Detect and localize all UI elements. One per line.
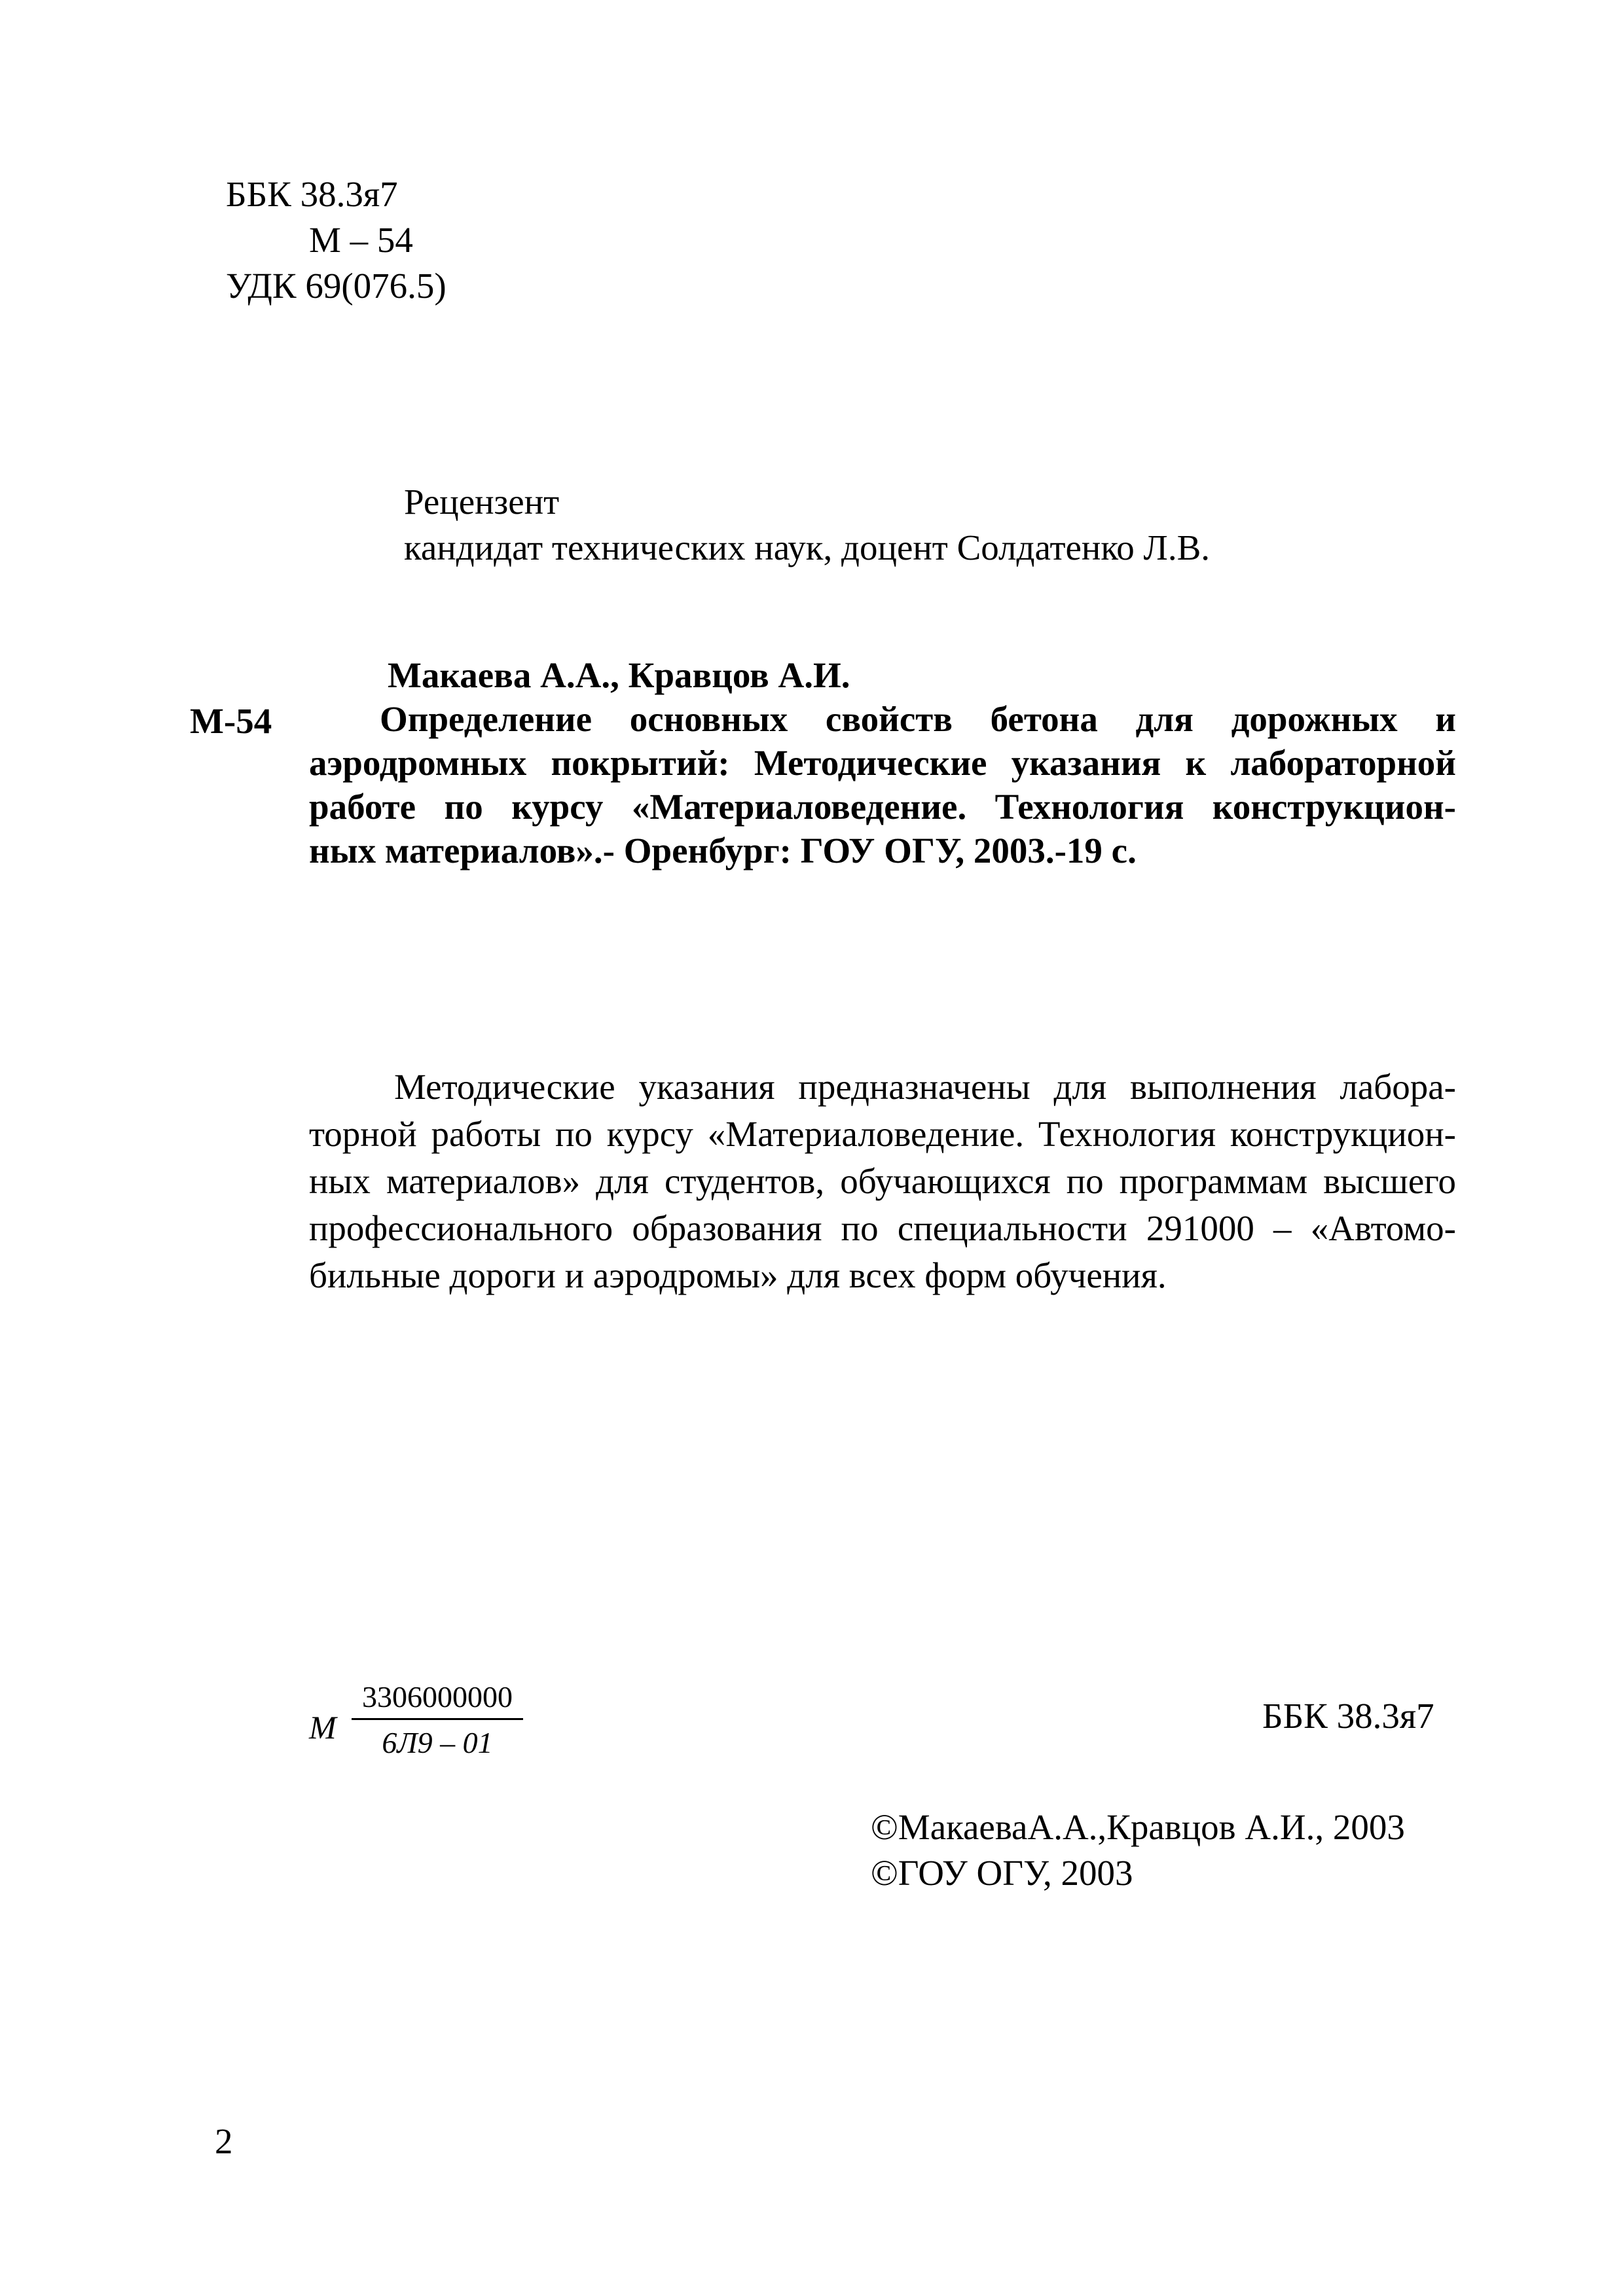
index-letter: М <box>309 1709 337 1746</box>
side-author-mark: М-54 <box>190 701 272 741</box>
authors-line: Макаева А.А., Кравцов А.И. <box>388 655 850 695</box>
annotation-paragraph <box>309 1064 1456 1299</box>
copyright-publisher: ©ГОУ ОГУ, 2003 <box>871 1853 1133 1893</box>
reviewer-name: кандидат технических наук, доцент Солдатенко Л.В. <box>404 528 1211 567</box>
page-number: 2 <box>215 2121 233 2161</box>
copyright-authors: ©МакаеваА.А.,Кравцов А.И., 2003 <box>871 1807 1405 1847</box>
title-line: работе по курсу «Материаловедение. Технология конструкцион- <box>309 787 1456 827</box>
reviewer-label: Рецензент <box>404 482 560 522</box>
fraction-bar <box>352 1718 523 1720</box>
udk-classification: УДК 69(076.5) <box>226 266 447 306</box>
annotation-line: бильные дороги и аэродромы» для всех форм обучения. <box>309 1255 1167 1295</box>
index-fraction <box>309 1679 525 1770</box>
bibliographic-title <box>309 697 1456 872</box>
author-mark: М – 54 <box>309 220 413 260</box>
title-line: Определение основных свойств бетона для дорожных и <box>380 699 1456 739</box>
title-line: аэродромных покрытий: Методические указания к лабораторной <box>309 743 1456 783</box>
bbk-classification-bottom: ББК 38.3я7 <box>1262 1696 1434 1736</box>
annotation-line: торной работы по курсу «Материаловедение. Технология конструкцион- <box>309 1114 1456 1154</box>
index-denominator: 6Л9 – 01 <box>382 1726 493 1759</box>
annotation-line: Методические указания предназначены для выполнения лабора- <box>394 1067 1456 1107</box>
bbk-classification: ББК 38.3я7 <box>226 174 398 214</box>
index-numerator: 3306000000 <box>362 1680 513 1713</box>
annotation-line: ных материалов» для студентов, обучающихся по программам высшего <box>309 1161 1456 1201</box>
annotation-line: профессионального образования по специальности 291000 – «Автомо- <box>309 1208 1456 1248</box>
title-line: ных материалов».- Оренбург: ГОУ ОГУ, 2003.-19 с. <box>309 831 1137 870</box>
